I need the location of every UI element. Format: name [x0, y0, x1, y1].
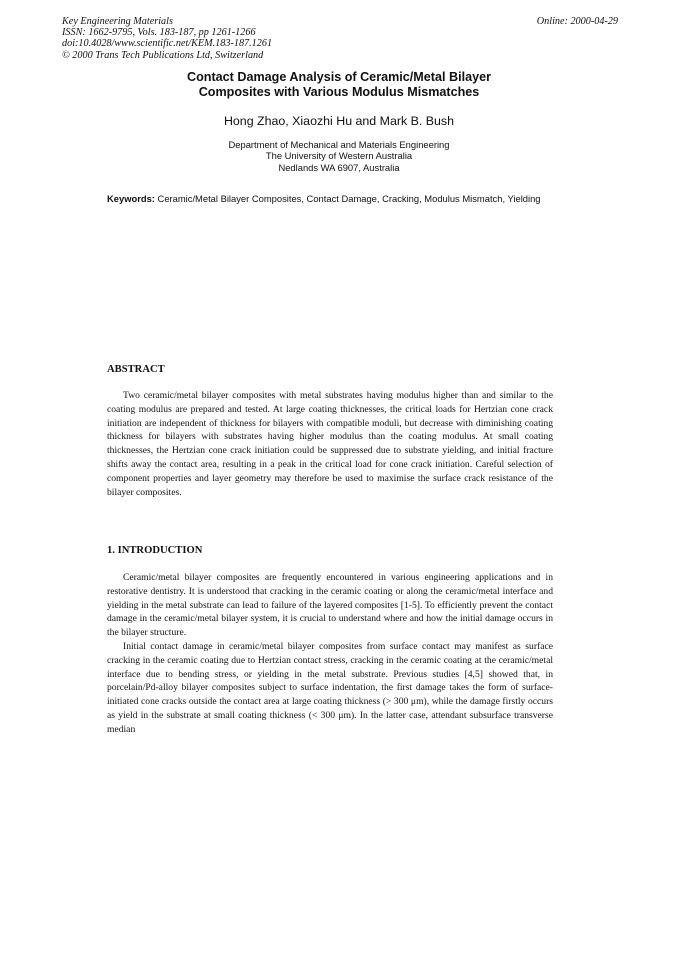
paper-title — [0, 70, 678, 100]
journal-copyright: © 2000 Trans Tech Publications Ltd, Switzerland — [62, 49, 264, 61]
introduction-paragraph-2: Initial contact damage in ceramic/metal bilayer composites from surface contact may manifest as surface cracking in the ceramic coating due to Hertzian contact stress, cracking in the ceramic coating at the ceramic/metal interface due to bending stress, or yielding in the metal substrate. Previous studies [4,5] showed that, in porcelain/Pd-alloy bilayer composites subject to surface indentation, the first damage takes the form of surface-initiated cone cracks outside the contact area at large coating thickness (> 300 μm), while the damage firstly occurs as yield in the substrate at small coating thickness (< 300 μm). In the latter case, attendant subsurface transverse median — [107, 641, 553, 735]
abstract-text: Two ceramic/metal bilayer composites with metal substrates having modulus higher than and similar to the coating modulus are prepared and tested. At large coating thicknesses, the critical loads for Hertzian cone crack initiation are independent of thickness for bilayers with compatible moduli, but decrease with diminishing coating thickness for bilayers with substrates having higher modulus than the coating modulus. At small coating thicknesses, the Hertzian cone crack initiation could be suppressed due to substrate yielding, and initial fracture shifts away the contact area, resulting in a peak in the critical load for cone crack initiation. Careful selection of component properties and layer geometry may therefore be used to maximise the surface crack resistance of the bilayer composites. — [107, 390, 553, 498]
title-line-1: Contact Damage Analysis of Ceramic/Metal Bilayer — [187, 70, 491, 84]
introduction-paragraph-1: Ceramic/metal bilayer composites are frequently encountered in various engineering applications and in restorative dentistry. It is understood that cracking in the ceramic coating or along the ceramic/metal interface and yielding in the metal substrate can lead to failure of the layered composites [1-5]. To efficiently prevent the contact damage in the ceramic/metal bilayer system, it is crucial to understand where and how the initial damage occurs in the bilayer structure. — [107, 572, 553, 639]
affiliation — [0, 139, 678, 173]
introduction-heading: 1. INTRODUCTION — [107, 545, 203, 556]
title-line-2: Composites with Various Modulus Mismatches — [198, 85, 480, 99]
keywords — [107, 193, 557, 205]
authors: Hong Zhao, Xiaozhi Hu and Mark B. Bush — [223, 114, 455, 128]
journal-name: Key Engineering Materials — [62, 16, 173, 27]
keywords-text: Ceramic/Metal Bilayer Composites, Contact Damage, Cracking, Modulus Mismatch, Yielding — [157, 193, 541, 204]
online-date: Online: 2000-04-29 — [536, 16, 618, 27]
journal-issn: ISSN: 1662-9795, Vols. 183-187, pp 1261-1266 — [62, 27, 256, 39]
abstract-heading: ABSTRACT — [107, 364, 165, 375]
affiliation-line-1: Department of Mechanical and Materials Engineering — [228, 139, 450, 150]
journal-info — [62, 16, 618, 61]
affiliation-line-2: The University of Western Australia — [265, 150, 413, 162]
journal-doi: doi:10.4028/www.scientific.net/KEM.183-187.1261 — [62, 38, 273, 50]
journal-header — [62, 16, 618, 61]
keywords-label: Keywords: — [107, 193, 155, 204]
affiliation-line-3: Nedlands WA 6907, Australia — [278, 161, 400, 173]
